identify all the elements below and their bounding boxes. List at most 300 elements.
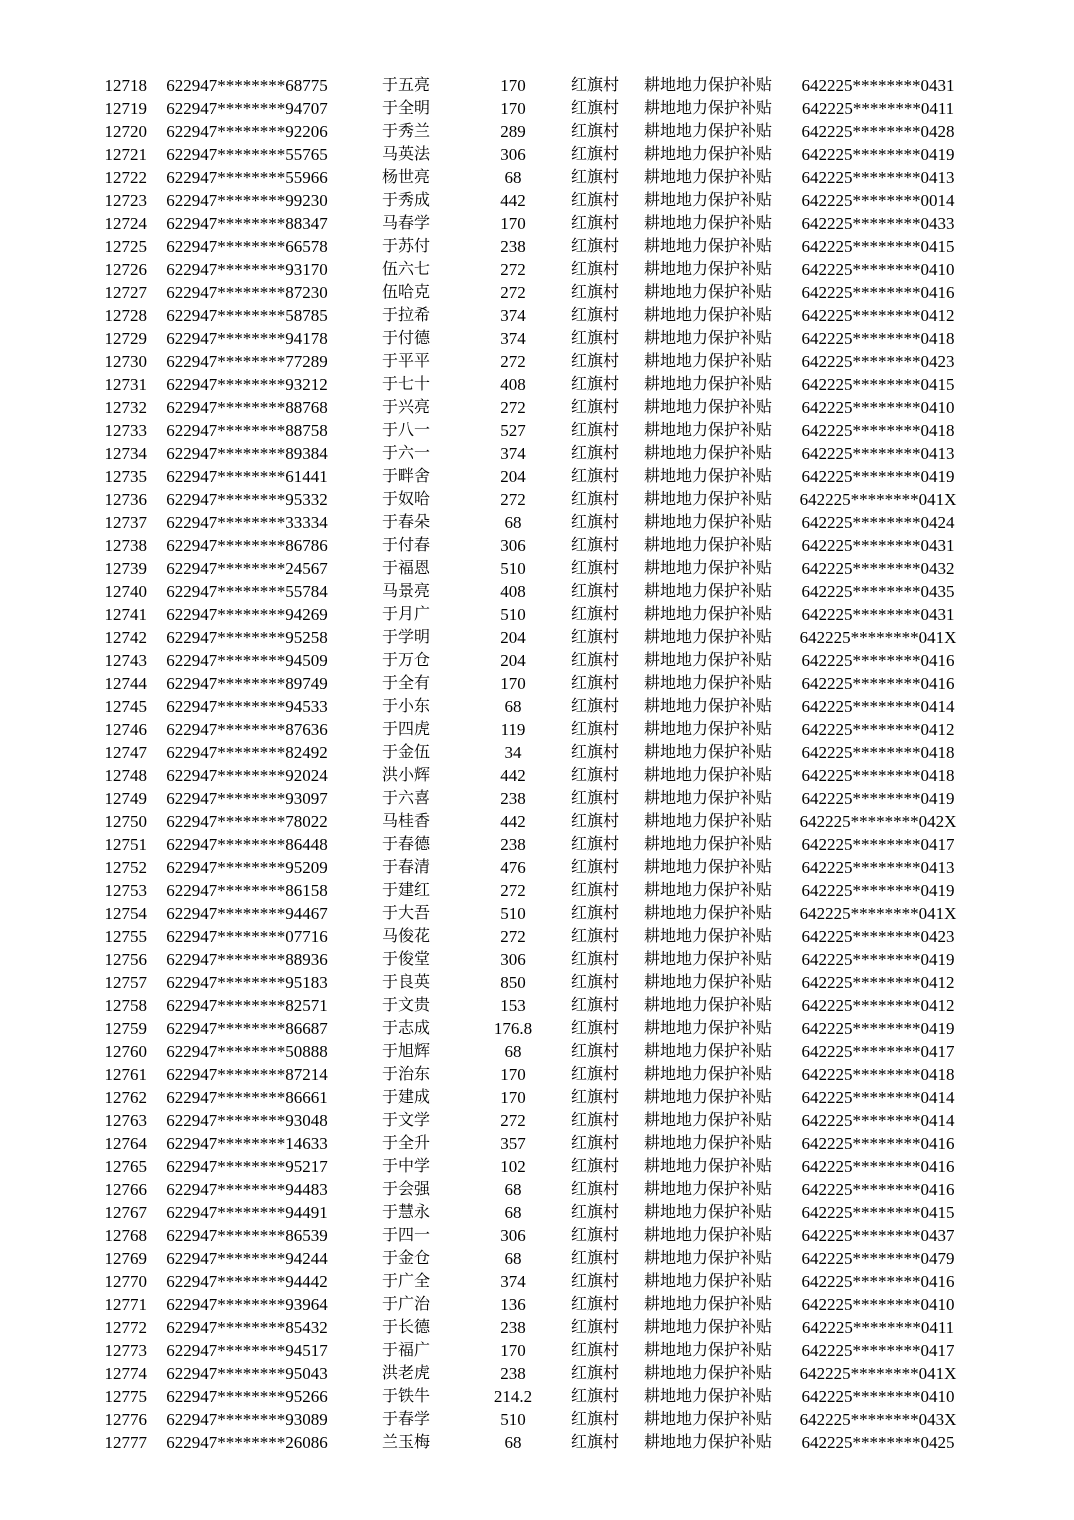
cell-subsidy-type: 耕地地力保护补贴 [643,652,772,669]
cell-name: 于福广 [381,1342,430,1359]
cell-row-no: 12725 [104,237,147,256]
cell-village: 红旗村 [570,284,619,301]
table-row [0,1385,969,1408]
cell-village: 红旗村 [570,836,619,853]
table-row [0,304,969,327]
cell-name: 于俊堂 [381,951,430,968]
cell-masked-account: 642225********0428 [801,122,955,141]
cell-subsidy-type: 耕地地力保护补贴 [643,238,772,255]
cell-name: 于全明 [381,100,430,117]
cell-name: 于文贵 [381,997,430,1014]
cell-subsidy-type: 耕地地力保护补贴 [643,1158,772,1175]
cell-subsidy-type: 耕地地力保护补贴 [643,1388,772,1405]
cell-subsidy-type: 耕地地力保护补贴 [643,1020,772,1037]
table-row [0,626,969,649]
cell-subsidy-type: 耕地地力保护补贴 [643,974,772,991]
cell-masked-account: 642225********0418 [801,329,955,348]
cell-name: 于广全 [381,1273,430,1290]
cell-subsidy-type: 耕地地力保护补贴 [643,951,772,968]
cell-masked-account: 642225********042X [799,812,957,831]
cell-subsidy-type: 耕地地力保护补贴 [643,77,772,94]
cell-masked-id: 622947********07716 [166,927,328,946]
cell-amount: 68 [504,1433,522,1452]
table-row [0,902,969,925]
cell-subsidy-type: 耕地地力保护补贴 [643,1112,772,1129]
cell-masked-account: 642225********041X [799,1364,957,1383]
cell-masked-account: 642225********0014 [801,191,955,210]
table-row [0,1224,969,1247]
cell-row-no: 12771 [104,1295,147,1314]
cell-row-no: 12776 [104,1410,147,1429]
cell-masked-id: 622947********93097 [166,789,328,808]
table-row [0,925,969,948]
table-row [0,580,969,603]
cell-masked-id: 622947********92024 [166,766,328,785]
table-row [0,856,969,879]
cell-masked-account: 642225********0410 [801,1295,955,1314]
table-row [0,1408,969,1431]
cell-subsidy-type: 耕地地力保护补贴 [643,1227,772,1244]
cell-row-no: 12769 [104,1249,147,1268]
cell-subsidy-type: 耕地地力保护补贴 [643,1204,772,1221]
cell-name: 马俊花 [381,928,430,945]
cell-masked-id: 622947********95209 [166,858,328,877]
cell-village: 红旗村 [570,376,619,393]
cell-masked-id: 622947********93964 [166,1295,328,1314]
cell-amount: 374 [500,444,526,463]
cell-row-no: 12761 [104,1065,147,1084]
cell-village: 红旗村 [570,882,619,899]
cell-masked-account: 642225********0414 [801,697,955,716]
table-row [0,603,969,626]
cell-village: 红旗村 [570,744,619,761]
table-row [0,1293,969,1316]
cell-masked-account: 642225********0431 [801,536,955,555]
cell-row-no: 12743 [104,651,147,670]
cell-masked-id: 622947********82492 [166,743,328,762]
cell-row-no: 12721 [104,145,147,164]
cell-masked-account: 642225********0416 [801,1134,955,1153]
cell-subsidy-type: 耕地地力保护补贴 [643,192,772,209]
cell-masked-account: 642225********0419 [801,145,955,164]
cell-village: 红旗村 [570,169,619,186]
cell-amount: 272 [500,398,526,417]
cell-row-no: 12765 [104,1157,147,1176]
cell-village: 红旗村 [570,215,619,232]
cell-village: 红旗村 [570,123,619,140]
cell-subsidy-type: 耕地地力保护补贴 [643,767,772,784]
cell-name: 于平平 [381,353,430,370]
cell-amount: 374 [500,306,526,325]
table-row [0,189,969,212]
cell-masked-id: 622947********61441 [166,467,328,486]
cell-masked-account: 642225********0433 [801,214,955,233]
cell-amount: 170 [500,1065,526,1084]
cell-name: 于六喜 [381,790,430,807]
cell-name: 马景亮 [381,583,430,600]
cell-masked-id: 622947********94483 [166,1180,328,1199]
cell-subsidy-type: 耕地地力保护补贴 [643,1250,772,1267]
cell-subsidy-type: 耕地地力保护补贴 [643,1181,772,1198]
cell-village: 红旗村 [570,790,619,807]
cell-masked-account: 642225********0419 [801,467,955,486]
cell-masked-account: 642225********0418 [801,766,955,785]
cell-subsidy-type: 耕地地力保护补贴 [643,1411,772,1428]
cell-masked-account: 642225********0410 [801,1387,955,1406]
cell-name: 于春清 [381,859,430,876]
cell-amount: 68 [504,1249,522,1268]
cell-name: 于七十 [381,376,430,393]
cell-subsidy-type: 耕地地力保护补贴 [643,330,772,347]
cell-name: 于苏付 [381,238,430,255]
table-row [0,97,969,120]
cell-row-no: 12722 [104,168,147,187]
cell-amount: 510 [500,605,526,624]
cell-masked-account: 642225********0412 [801,306,955,325]
cell-name: 于金仓 [381,1250,430,1267]
cell-village: 红旗村 [570,468,619,485]
cell-amount: 238 [500,789,526,808]
cell-subsidy-type: 耕地地力保护补贴 [643,1319,772,1336]
cell-row-no: 12748 [104,766,147,785]
cell-village: 红旗村 [570,445,619,462]
table-row [0,764,969,787]
cell-masked-id: 622947********94517 [166,1341,328,1360]
cell-masked-account: 642225********0437 [801,1226,955,1245]
cell-amount: 204 [500,628,526,647]
table-row [0,442,969,465]
cell-row-no: 12728 [104,306,147,325]
cell-subsidy-type: 耕地地力保护补贴 [643,100,772,117]
cell-name: 于春朵 [381,514,430,531]
cell-masked-id: 622947********94442 [166,1272,328,1291]
cell-masked-id: 622947********87230 [166,283,328,302]
cell-masked-id: 622947********95183 [166,973,328,992]
cell-amount: 374 [500,329,526,348]
cell-masked-id: 622947********86661 [166,1088,328,1107]
cell-masked-account: 642225********0412 [801,996,955,1015]
cell-name: 于铁牛 [381,1388,430,1405]
table-row [0,419,969,442]
cell-amount: 238 [500,1318,526,1337]
cell-masked-account: 642225********0417 [801,835,955,854]
cell-name: 于大吾 [381,905,430,922]
table-row [0,1040,969,1063]
cell-village: 红旗村 [570,859,619,876]
cell-amount: 272 [500,881,526,900]
cell-row-no: 12759 [104,1019,147,1038]
cell-amount: 170 [500,99,526,118]
cell-name: 于月广 [381,606,430,623]
cell-amount: 68 [504,1203,522,1222]
cell-masked-account: 642225********0413 [801,168,955,187]
cell-masked-account: 642225********0418 [801,743,955,762]
cell-amount: 272 [500,352,526,371]
cell-amount: 204 [500,651,526,670]
cell-subsidy-type: 耕地地力保护补贴 [643,790,772,807]
cell-row-no: 12777 [104,1433,147,1452]
cell-name: 于全升 [381,1135,430,1152]
cell-masked-id: 622947********94533 [166,697,328,716]
cell-name: 伍六七 [381,261,430,278]
cell-village: 红旗村 [570,974,619,991]
table-row [0,948,969,971]
cell-village: 红旗村 [570,307,619,324]
cell-village: 红旗村 [570,1250,619,1267]
cell-name: 洪小辉 [381,767,430,784]
cell-row-no: 12731 [104,375,147,394]
cell-subsidy-type: 耕地地力保护补贴 [643,1273,772,1290]
cell-row-no: 12745 [104,697,147,716]
cell-subsidy-type: 耕地地力保护补贴 [643,629,772,646]
cell-subsidy-type: 耕地地力保护补贴 [643,1296,772,1313]
cell-amount: 850 [500,973,526,992]
cell-subsidy-type: 耕地地力保护补贴 [643,445,772,462]
cell-name: 于六一 [381,445,430,462]
cell-amount: 408 [500,375,526,394]
table-row [0,1017,969,1040]
cell-name: 于学明 [381,629,430,646]
cell-village: 红旗村 [570,146,619,163]
cell-village: 红旗村 [570,606,619,623]
cell-row-no: 12755 [104,927,147,946]
cell-row-no: 12723 [104,191,147,210]
table-row [0,1132,969,1155]
cell-village: 红旗村 [570,1296,619,1313]
cell-row-no: 12764 [104,1134,147,1153]
cell-subsidy-type: 耕地地力保护补贴 [643,1342,772,1359]
cell-masked-id: 622947********68775 [166,76,328,95]
cell-masked-account: 642225********0414 [801,1111,955,1130]
cell-row-no: 12763 [104,1111,147,1130]
cell-name: 于四一 [381,1227,430,1244]
cell-subsidy-type: 耕地地力保护补贴 [643,882,772,899]
cell-masked-account: 642225********0414 [801,1088,955,1107]
cell-village: 红旗村 [570,1112,619,1129]
cell-subsidy-type: 耕地地力保护补贴 [643,146,772,163]
cell-masked-account: 642225********0416 [801,1180,955,1199]
cell-row-no: 12727 [104,283,147,302]
cell-masked-account: 642225********0416 [801,1157,955,1176]
cell-amount: 136 [500,1295,526,1314]
cell-masked-account: 642225********041X [799,904,957,923]
cell-village: 红旗村 [570,77,619,94]
cell-masked-id: 622947********55765 [166,145,328,164]
cell-row-no: 12762 [104,1088,147,1107]
cell-masked-id: 622947********88936 [166,950,328,969]
cell-row-no: 12767 [104,1203,147,1222]
table-row [0,787,969,810]
cell-masked-account: 642225********0418 [801,1065,955,1084]
table-row [0,1316,969,1339]
cell-amount: 527 [500,421,526,440]
cell-subsidy-type: 耕地地力保护补贴 [643,1066,772,1083]
cell-row-no: 12744 [104,674,147,693]
table-row [0,879,969,902]
cell-name: 于付德 [381,330,430,347]
cell-village: 红旗村 [570,560,619,577]
cell-name: 于春德 [381,836,430,853]
cell-masked-account: 642225********0423 [801,927,955,946]
cell-village: 红旗村 [570,583,619,600]
cell-masked-id: 622947********94178 [166,329,328,348]
cell-village: 红旗村 [570,399,619,416]
cell-masked-id: 622947********89384 [166,444,328,463]
cell-row-no: 12773 [104,1341,147,1360]
table-row [0,672,969,695]
table-row [0,534,969,557]
cell-village: 红旗村 [570,721,619,738]
cell-row-no: 12734 [104,444,147,463]
cell-village: 红旗村 [570,1066,619,1083]
cell-row-no: 12732 [104,398,147,417]
cell-masked-id: 622947********86448 [166,835,328,854]
cell-amount: 272 [500,283,526,302]
cell-village: 红旗村 [570,698,619,715]
cell-masked-id: 622947********93170 [166,260,328,279]
cell-masked-account: 642225********0412 [801,973,955,992]
cell-amount: 214.2 [493,1387,533,1406]
cell-masked-id: 622947********88758 [166,421,328,440]
cell-row-no: 12737 [104,513,147,532]
cell-subsidy-type: 耕地地力保护补贴 [643,859,772,876]
cell-masked-id: 622947********94491 [166,1203,328,1222]
table-row [0,695,969,718]
cell-subsidy-type: 耕地地力保护补贴 [643,284,772,301]
cell-row-no: 12749 [104,789,147,808]
table-row [0,1109,969,1132]
cell-amount: 510 [500,904,526,923]
cell-subsidy-type: 耕地地力保护补贴 [643,721,772,738]
cell-subsidy-type: 耕地地力保护补贴 [643,399,772,416]
cell-name: 于小东 [381,698,430,715]
cell-row-no: 12746 [104,720,147,739]
cell-name: 于拉希 [381,307,430,324]
cell-masked-account: 642225********0417 [801,1341,955,1360]
cell-masked-id: 622947********77289 [166,352,328,371]
cell-amount: 119 [500,720,526,739]
cell-name: 于建成 [381,1089,430,1106]
cell-name: 于秀兰 [381,123,430,140]
cell-amount: 34 [504,743,522,762]
cell-masked-account: 642225********0411 [801,1318,955,1337]
cell-masked-id: 622947********14633 [166,1134,328,1153]
cell-row-no: 12758 [104,996,147,1015]
cell-name: 于会强 [381,1181,430,1198]
cell-amount: 272 [500,927,526,946]
cell-subsidy-type: 耕地地力保护补贴 [643,468,772,485]
cell-amount: 442 [500,766,526,785]
cell-masked-id: 622947********66578 [166,237,328,256]
cell-name: 于付春 [381,537,430,554]
cell-masked-id: 622947********95258 [166,628,328,647]
cell-masked-account: 642225********0410 [801,398,955,417]
cell-masked-id: 622947********93089 [166,1410,328,1429]
cell-amount: 357 [500,1134,526,1153]
cell-village: 红旗村 [570,997,619,1014]
cell-masked-id: 622947********93212 [166,375,328,394]
cell-masked-account: 642225********0415 [801,375,955,394]
cell-amount: 68 [504,1180,522,1199]
cell-village: 红旗村 [570,1342,619,1359]
cell-row-no: 12735 [104,467,147,486]
cell-row-no: 12738 [104,536,147,555]
cell-row-no: 12766 [104,1180,147,1199]
cell-amount: 289 [500,122,526,141]
cell-row-no: 12760 [104,1042,147,1061]
cell-subsidy-type: 耕地地力保护补贴 [643,123,772,140]
cell-masked-account: 642225********0416 [801,651,955,670]
cell-village: 红旗村 [570,537,619,554]
cell-row-no: 12742 [104,628,147,647]
cell-village: 红旗村 [570,514,619,531]
cell-row-no: 12719 [104,99,147,118]
table-row [0,258,969,281]
cell-name: 于长德 [381,1319,430,1336]
cell-subsidy-type: 耕地地力保护补贴 [643,928,772,945]
cell-masked-id: 622947********94244 [166,1249,328,1268]
cell-masked-account: 642225********0413 [801,444,955,463]
cell-masked-account: 642225********0423 [801,352,955,371]
table-row [0,1178,969,1201]
cell-amount: 510 [500,559,526,578]
cell-masked-id: 622947********94509 [166,651,328,670]
cell-masked-id: 622947********88768 [166,398,328,417]
cell-amount: 510 [500,1410,526,1429]
cell-subsidy-type: 耕地地力保护补贴 [643,1135,772,1152]
cell-village: 红旗村 [570,353,619,370]
cell-amount: 272 [500,260,526,279]
table-row [0,1201,969,1224]
cell-masked-id: 622947********55966 [166,168,328,187]
cell-subsidy-type: 耕地地力保护补贴 [643,583,772,600]
cell-village: 红旗村 [570,928,619,945]
cell-village: 红旗村 [570,1204,619,1221]
cell-village: 红旗村 [570,905,619,922]
cell-village: 红旗村 [570,1411,619,1428]
cell-amount: 272 [500,1111,526,1130]
cell-village: 红旗村 [570,951,619,968]
cell-row-no: 12753 [104,881,147,900]
table-row [0,373,969,396]
cell-row-no: 12733 [104,421,147,440]
table-row [0,143,969,166]
cell-masked-id: 622947********94467 [166,904,328,923]
cell-masked-id: 622947********86158 [166,881,328,900]
cell-village: 红旗村 [570,100,619,117]
cell-amount: 238 [500,1364,526,1383]
cell-name: 洪老虎 [381,1365,430,1382]
cell-masked-account: 642225********0435 [801,582,955,601]
cell-row-no: 12774 [104,1364,147,1383]
cell-village: 红旗村 [570,238,619,255]
cell-subsidy-type: 耕地地力保护补贴 [643,606,772,623]
cell-subsidy-type: 耕地地力保护补贴 [643,1043,772,1060]
cell-masked-account: 642225********0419 [801,881,955,900]
table-row [0,1063,969,1086]
cell-masked-account: 642225********0417 [801,1042,955,1061]
cell-row-no: 12752 [104,858,147,877]
cell-masked-id: 622947********95332 [166,490,328,509]
cell-village: 红旗村 [570,1388,619,1405]
cell-subsidy-type: 耕地地力保护补贴 [643,560,772,577]
cell-subsidy-type: 耕地地力保护补贴 [643,353,772,370]
cell-amount: 442 [500,812,526,831]
cell-masked-account: 642225********0419 [801,789,955,808]
cell-name: 于奴哈 [381,491,430,508]
cell-village: 红旗村 [570,422,619,439]
cell-subsidy-type: 耕地地力保护补贴 [643,744,772,761]
